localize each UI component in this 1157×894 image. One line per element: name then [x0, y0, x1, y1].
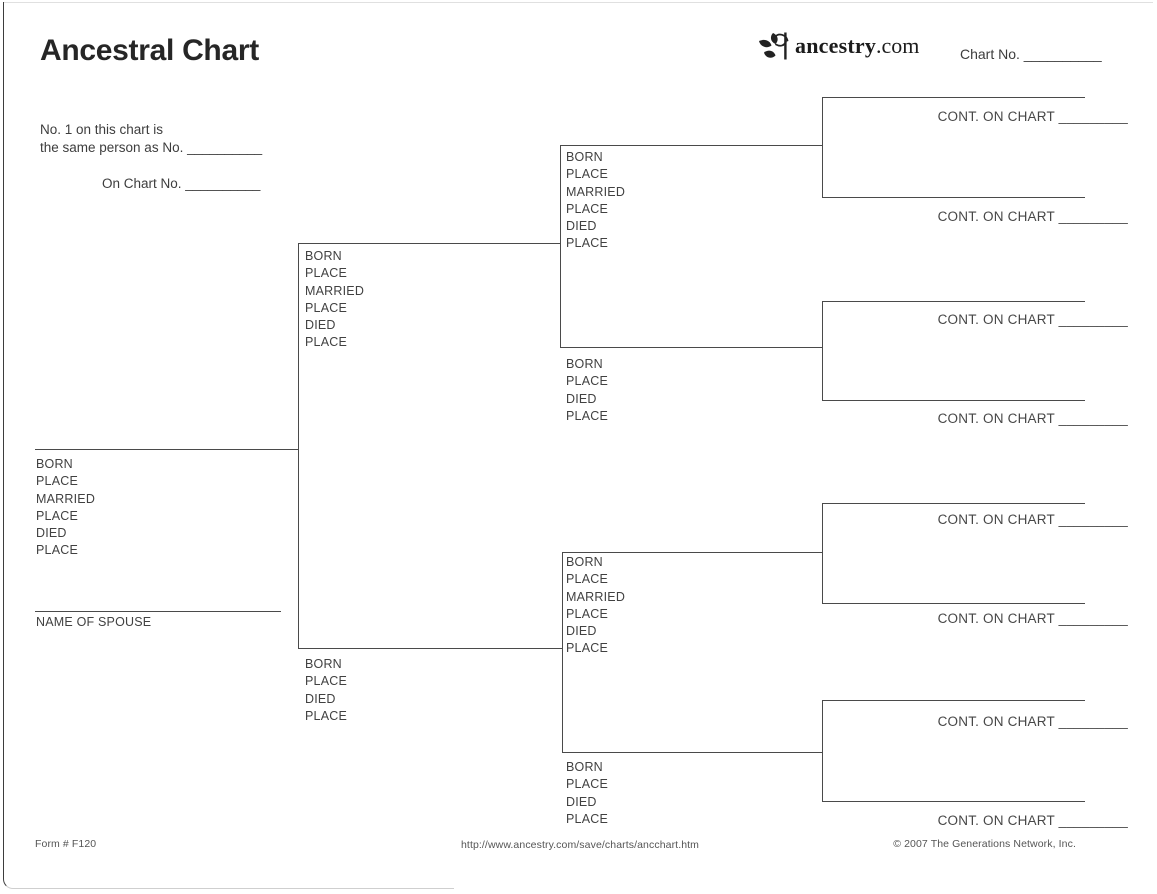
- field-label: BORN: [305, 249, 342, 263]
- spouse-name-label: NAME OF SPOUSE: [36, 615, 152, 629]
- field-label: DIED: [305, 318, 336, 333]
- intro-line-2: the same person as No. __________: [40, 139, 263, 155]
- line-greatgrandparent-8: [822, 801, 1085, 802]
- connector-gen4-4: [822, 700, 823, 802]
- line-greatgrandparent-2: [822, 197, 1085, 198]
- cont-on-chart-2: CONT. ON CHART _________: [937, 209, 1128, 224]
- line-mother: [298, 648, 563, 649]
- field-label: DIED: [566, 391, 597, 406]
- line-greatgrandparent-1: [822, 97, 1085, 98]
- cont-on-chart-7: CONT. ON CHART _________: [937, 714, 1128, 729]
- line-father: [298, 243, 561, 244]
- field-label: PLACE: [36, 543, 78, 558]
- form-number: Form # F120: [35, 838, 97, 850]
- field-label: PLACE: [566, 811, 608, 826]
- field-label: PLACE: [566, 167, 608, 182]
- field-label: PLACE: [36, 474, 78, 489]
- field-label: PLACE: [566, 201, 608, 216]
- connector-gen4-1: [822, 97, 823, 198]
- field-label: PLACE: [305, 708, 347, 723]
- page-title: Ancestral Chart: [40, 34, 259, 67]
- field-label: PLACE: [566, 641, 608, 656]
- field-label: DIED: [305, 691, 336, 706]
- on-chart-no-field: On Chart No. __________: [102, 176, 261, 191]
- field-label: PLACE: [305, 266, 347, 281]
- connector-gen4-3: [822, 503, 823, 604]
- connector-gen3-paternal: [560, 145, 561, 348]
- field-label: PLACE: [566, 777, 608, 792]
- mother-fields: [305, 656, 347, 725]
- field-label: PLACE: [566, 374, 608, 389]
- intro-note: [40, 121, 262, 156]
- line-person1: [35, 449, 298, 450]
- line-greatgrandparent-7: [822, 700, 1085, 701]
- line-greatgrandparent-5: [822, 503, 1085, 504]
- field-label: PLACE: [305, 300, 347, 315]
- line-paternal-grandmother: [560, 347, 822, 348]
- chart-no-field: Chart No. __________: [960, 46, 1102, 62]
- field-label: PLACE: [566, 606, 608, 621]
- ancestry-logo: [756, 31, 919, 61]
- father-fields: [305, 248, 364, 352]
- field-label: PLACE: [566, 572, 608, 587]
- ancestry-wordmark: [795, 33, 919, 59]
- line-greatgrandparent-3: [822, 301, 1085, 302]
- field-label: MARRIED: [305, 283, 365, 298]
- intro-line-1: No. 1 on this chart is: [40, 122, 164, 137]
- line-spouse: [35, 611, 281, 612]
- paternal-grandfather-fields: [566, 149, 625, 253]
- field-label: BORN: [566, 760, 603, 774]
- field-label: BORN: [566, 357, 603, 371]
- line-paternal-grandfather: [560, 145, 822, 146]
- line-greatgrandparent-6: [822, 603, 1085, 604]
- field-label: DIED: [566, 219, 597, 234]
- line-maternal-grandmother: [562, 752, 822, 753]
- field-label: DIED: [566, 794, 597, 809]
- source-url: http://www.ancestry.com/save/charts/ancchart.htm: [460, 839, 700, 851]
- cont-on-chart-8: CONT. ON CHART _________: [937, 813, 1128, 828]
- field-label: BORN: [305, 657, 342, 671]
- field-label: PLACE: [566, 236, 608, 251]
- line-maternal-grandfather: [562, 552, 822, 553]
- field-label: DIED: [36, 526, 67, 541]
- cont-on-chart-5: CONT. ON CHART _________: [937, 512, 1128, 527]
- cont-on-chart-3: CONT. ON CHART _________: [937, 312, 1128, 327]
- connector-gen4-2: [822, 301, 823, 401]
- field-label: MARRIED: [566, 589, 626, 604]
- brand-suffix: .com: [876, 33, 920, 58]
- maternal-grandmother-fields: [566, 759, 608, 828]
- field-label: PLACE: [36, 508, 78, 523]
- field-label: PLACE: [305, 674, 347, 689]
- person1-fields: [36, 456, 95, 560]
- ancestry-leaf-icon: [756, 31, 792, 61]
- cont-on-chart-1: CONT. ON CHART _________: [937, 109, 1128, 124]
- field-label: MARRIED: [566, 184, 626, 199]
- cont-on-chart-4: CONT. ON CHART _________: [937, 411, 1128, 426]
- field-label: PLACE: [566, 408, 608, 423]
- field-label: BORN: [566, 555, 603, 569]
- line-greatgrandparent-4: [822, 400, 1085, 401]
- connector-gen2: [298, 243, 299, 649]
- brand-text: ancestry: [795, 33, 877, 58]
- field-label: DIED: [566, 624, 597, 639]
- cont-on-chart-6: CONT. ON CHART _________: [937, 611, 1128, 626]
- field-label: PLACE: [305, 335, 347, 350]
- copyright-notice: © 2007 The Generations Network, Inc.: [893, 838, 1076, 850]
- field-label: BORN: [36, 457, 73, 471]
- connector-gen3-maternal: [562, 552, 563, 753]
- maternal-grandfather-fields: [566, 554, 625, 658]
- field-label: BORN: [566, 150, 603, 164]
- paternal-grandmother-fields: [566, 356, 608, 425]
- field-label: MARRIED: [36, 491, 96, 506]
